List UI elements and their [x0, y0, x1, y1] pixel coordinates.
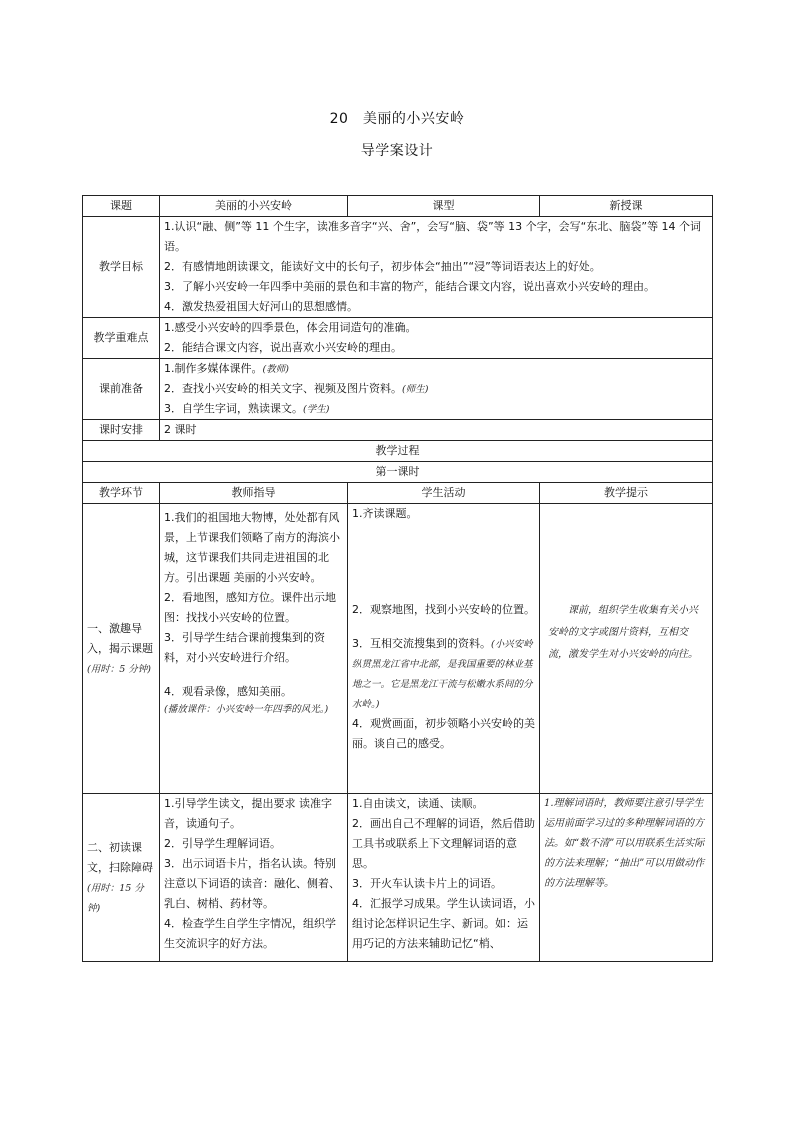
prep-label: 课前准备 — [83, 359, 160, 420]
first-lesson-title: 第一课时 — [83, 462, 713, 483]
lesson-plan-table — [82, 195, 713, 962]
process-title: 教学过程 — [83, 441, 713, 462]
step1-label: 一、激趣导入，揭示课题 — [87, 621, 153, 655]
step1-label-cell — [83, 504, 160, 794]
topic-row — [83, 196, 713, 217]
step1-row — [83, 504, 713, 794]
teacher-step: 3．引导学生结合课前搜集到的资料，对小兴安岭进行介绍。 — [164, 631, 325, 664]
prep-item — [164, 359, 708, 379]
teacher-step: 4．观看录像，感知美丽。 — [164, 685, 292, 698]
col-head-stage: 教学环节 — [83, 483, 160, 504]
teacher-step: 3．出示词语卡片，指名认读。特别注意以下词语的读音：融化、侧着、乳白、树梢、药材等。 — [164, 857, 340, 910]
student-step: 3．开火车认读卡片上的词语。 — [352, 877, 502, 890]
goals-row — [83, 217, 713, 318]
focus-label: 教学重难点 — [83, 318, 160, 359]
step1-tip: 课前，组织学生收集有关小兴安岭的文字或图片资料，互相交流，激发学生对小兴安岭的向往。 — [548, 605, 698, 660]
student-step: 2．画出自己不理解的词语，然后借助工具书或联系上下文理解词语的意思。 — [352, 817, 535, 870]
goals-label: 教学目标 — [83, 217, 160, 318]
student-step: 4．观赏画面，初步领略小兴安岭的美丽。谈自己的感受。 — [352, 717, 535, 750]
prep-note: (教师) — [262, 364, 289, 375]
teacher-step: 4．检查学生自学生字情况，组织学生交流识字的好方法。 — [164, 917, 336, 950]
step1-student-cell — [348, 504, 540, 794]
step1-tip-cell — [540, 504, 713, 794]
topic-value: 美丽的小兴安岭 — [160, 196, 348, 217]
prep-text: 2．查找小兴安岭的相关文字、视频及图片资料。 — [164, 382, 402, 395]
lesson-title: 20 美丽的小兴安岭 — [329, 111, 465, 127]
schedule-row — [83, 420, 713, 441]
step1-teacher-cell — [160, 504, 348, 794]
col-head-tip: 教学提示 — [540, 483, 713, 504]
step2-row — [83, 794, 713, 962]
student-step: 2．观察地图，找到小兴安岭的位置。 — [352, 603, 535, 616]
type-value: 新授课 — [540, 196, 713, 217]
focus-content — [160, 318, 713, 359]
focus-item: 2．能结合课文内容，说出喜欢小兴安岭的理由。 — [164, 341, 402, 354]
step2-tip-cell — [540, 794, 713, 962]
goal-item: 3．了解小兴安岭一年四季中美丽的景色和丰富的物产，能结合课文内容，说出喜欢小兴安岭的理由。 — [164, 280, 655, 293]
student-step: 4．汇报学习成果。学生认读词语，小组讨论怎样识记生字、新词。如：运用巧记的方法来辅助记忆“梢、 — [352, 897, 535, 950]
col-head-teacher: 教师指导 — [160, 483, 348, 504]
prep-text: 1.制作多媒体课件。 — [164, 362, 263, 375]
prep-text: 3．自学生字词，熟读课文。 — [164, 402, 303, 415]
step2-teacher-cell — [160, 794, 348, 962]
teacher-step: 2．引导学生理解词语。 — [164, 837, 281, 850]
goal-item: 4．激发热爱祖国大好河山的思想感情。 — [164, 300, 358, 313]
teacher-step: 1.我们的祖国地大物博，处处都有风景，上节课我们领略了南方的海滨小城，这节课我们共同走进祖国的北方。引出课题 美丽的小兴安岭。 — [164, 511, 340, 584]
teacher-step: 1.引导学生读文，提出要求 读准字音，读通句子。 — [164, 797, 332, 830]
step2-time: (用时：15 分钟) — [87, 882, 144, 914]
step1-time: (用时：5 分钟) — [87, 663, 151, 675]
goals-content — [160, 217, 713, 318]
teacher-step: 2．看地图，感知方位。课件出示地图：找找小兴安岭的位置。 — [164, 591, 336, 624]
doc-subtitle: 导学案设计 — [360, 143, 434, 159]
goal-item: 1.认识“融、侧”等 11 个生字，读准多音字“兴、舍”，会写“脑、袋”等 13 个字，会写“东北、脑袋”等 14 个词语。 — [164, 220, 702, 253]
prep-note: (学生) — [303, 404, 330, 415]
step2-tip: 1.理解词语时，教师要注意引导学生运用前面学习过的多种理解词语的方法。如“数不清”可以用联系生活实际的方法来理解；“抽出”可以用做动作的方法理解等。 — [544, 798, 705, 889]
prep-note: (师生) — [402, 384, 429, 395]
type-label: 课型 — [348, 196, 540, 217]
student-step: 3．互相交流搜集到的资料。(小兴安岭纵贯黑龙江省中北部，是我国重要的林业基地之一。它是黑龙江干流与松嫩水系间的分水岭。) — [352, 637, 533, 710]
student-note: (小兴安岭纵贯黑龙江省中北部，是我国重要的林业基地之一。它是黑龙江干流与松嫩水系间的分水岭。) — [352, 639, 533, 710]
lesson-title-row — [83, 462, 713, 483]
schedule-label: 课时安排 — [83, 420, 160, 441]
process-title-row — [83, 441, 713, 462]
step2-student-cell — [348, 794, 540, 962]
focus-row — [83, 318, 713, 359]
step2-label: 二、初读课文，扫除障碍 — [87, 840, 153, 874]
prep-item — [164, 399, 708, 419]
col-head-student: 学生活动 — [348, 483, 540, 504]
focus-item: 1.感受小兴安岭的四季景色，体会用词造句的准确。 — [164, 321, 417, 334]
topic-label: 课题 — [83, 196, 160, 217]
student-step: 1.齐读课题。 — [352, 507, 418, 520]
teacher-note: (播放课件：小兴安岭一年四季的风光。) — [164, 704, 329, 715]
column-header-row — [83, 483, 713, 504]
goal-item: 2．有感情地朗读课文，能读好文中的长句子，初步体会“抽出”“浸”等词语表达上的好处。 — [164, 260, 601, 273]
step2-label-cell — [83, 794, 160, 962]
student-step: 1.自由读文，读通、读顺。 — [352, 797, 484, 810]
schedule-value: 2 课时 — [160, 420, 713, 441]
prep-content — [160, 359, 713, 420]
prep-row — [83, 359, 713, 420]
prep-item — [164, 379, 708, 399]
